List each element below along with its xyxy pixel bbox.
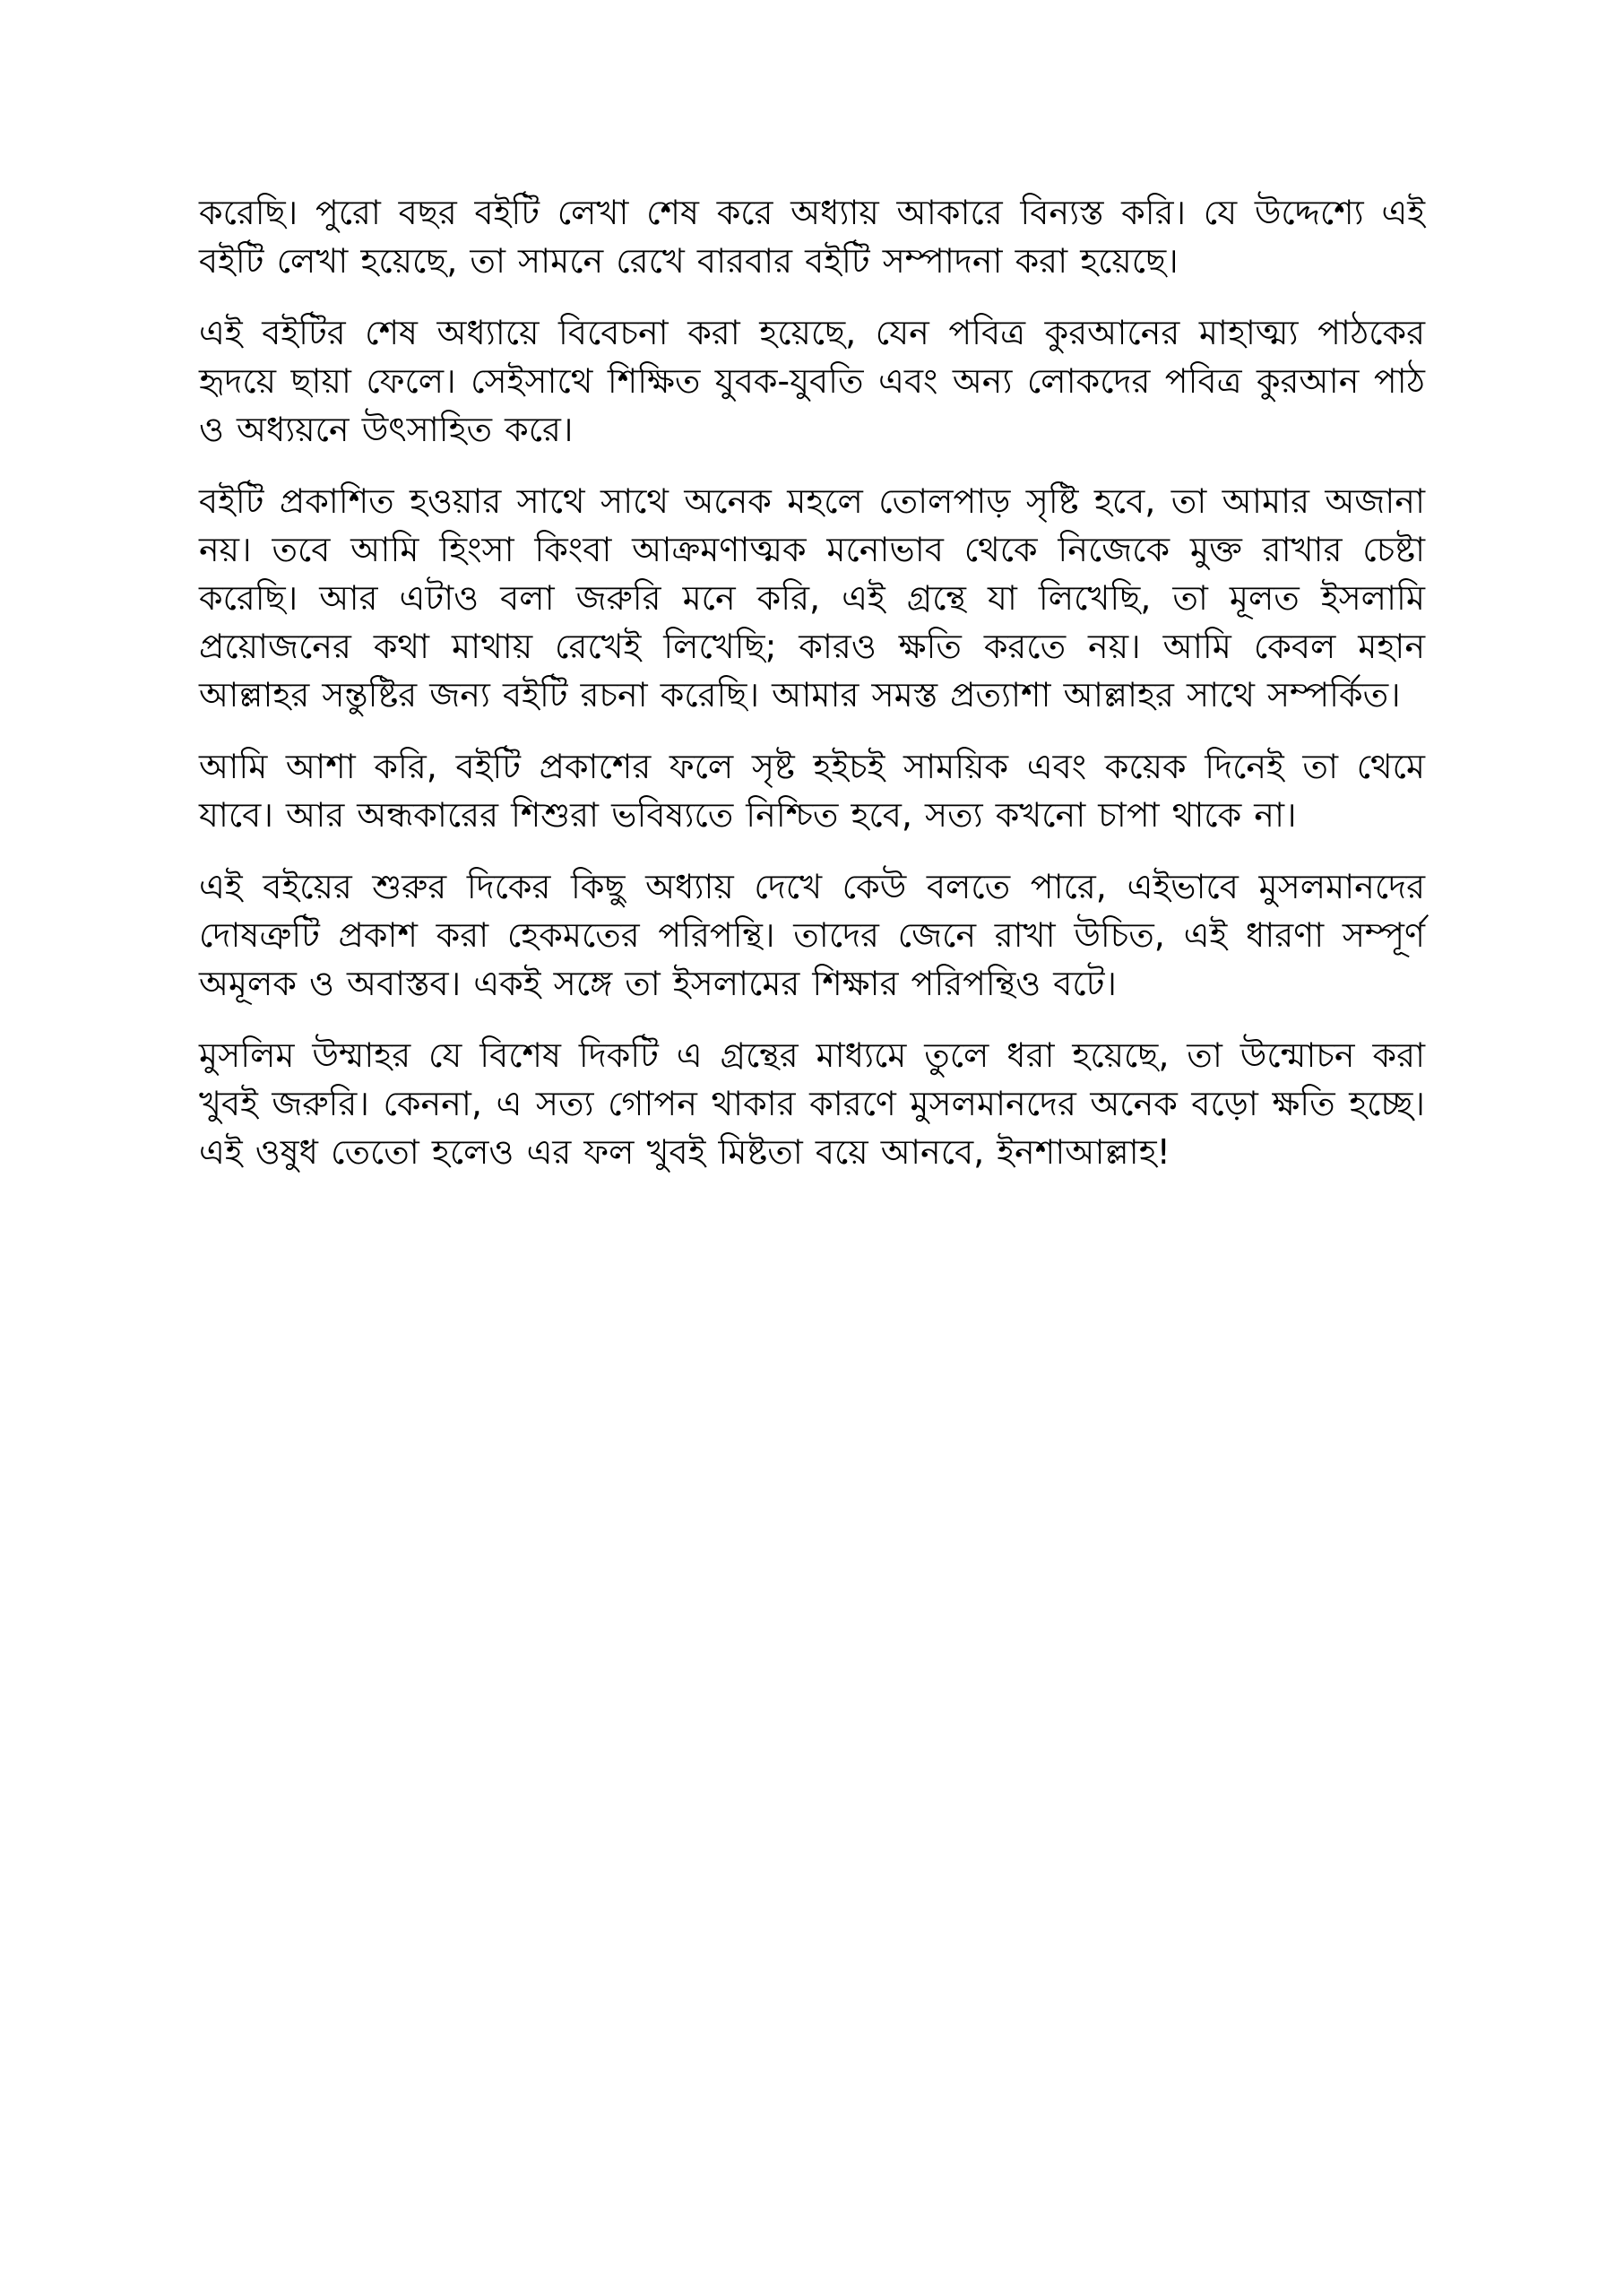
paragraph: বইটি প্রকাশিত হওয়ার সাথে সাথে অনেক মহলে তোলপাড় সৃষ্টি হবে, তা আমার অজানা নয়। তবে আমি হিংসা কিংবা আক্রমণাত্মক মনোভাব থেকে নিজেকে মুক্ত রাখার চেষ্টা করেছি। আর এটাও বলা জরুরি মনে করি, এই গ্রন্থে যা লিখেছি, তা মূলত ইসলামি প্রয়োজনের কথা মাথায় রেখেই লিখেছি; কারও ক্ষতি করতে নয়। আমি কেবল মহান আল্লাহর সন্তুষ্টির জন্য বইটি রচনা করেছি। আমার সমস্ত প্রত্যাশা আল্লাহর সাথে সম্পর্কিত। [199, 481, 1425, 714]
page-body [199, 188, 1425, 1199]
paragraph: আমি আশা করি, বইটি প্রকাশের ফলে সৃষ্ট হইচই সাময়িক এবং কয়েক দিনেই তা থেমে যাবে। আর অন্ধকারের শিশুরা ভবিষ্যতে নিশ্চিত হবে, সত্য কখনো চাপা থাকে না। [199, 747, 1425, 835]
paragraph: মুসলিম উম্মাহর যে বিশেষ দিকটি এ গ্রন্থের মাধ্যমে তুলে ধরা হয়েছে, তা উন্মোচন করা খুবই জরুরি। কেননা, এ সত্য গোপন থাকার কারণে মুসলমানদের অনেক বড়ো ক্ষতি হচ্ছে। এই ওষুধ তেতো হলেও এর ফল খুবই মিষ্টতা বয়ে আনবে, ইনশাআল্লাহ! [199, 1035, 1425, 1172]
paragraph: করেছি। পুরো বছর বইটি লেখা শেষ করে অধ্যায় আকারে বিন্যস্ত করি। যে উদ্দেশ্যে এই বইটি লেখা হয়েছে, তা সামনে রেখে বারবার বইটি সম্পাদনা করা হয়েছে। [199, 193, 1425, 281]
paragraph: এই বইয়ের শুরুর দিকের কিছু অধ্যায় দেখে কেউ বলতে পারে, এইভাবে মুসলমানদের দোষত্রুটি প্রকাশ করা হেকমতের পরিপন্থি। তাদের জেনে রাখা উচিত, এই ধারণা সম্পূর্ণ অমূলক ও অবাস্তব। একই সঙ্গে তা ইসলামের শিক্ষার পরিপন্থিও বটে। [199, 867, 1425, 1003]
paragraph: এই বইটির শেষ অধ্যায়ে বিবেচনা করা হয়েছে, যেন পবিত্র কুরআনের মাহাত্ম্য পাঠকের হৃদয়ে ছায়া ফেলে। সেইসাথে শিক্ষিত যুবক-যুবতি এবং অন্য লোকদের পবিত্র কুরআন পাঠ ও অধ্যয়নে উৎসাহিত করে। [199, 313, 1425, 449]
